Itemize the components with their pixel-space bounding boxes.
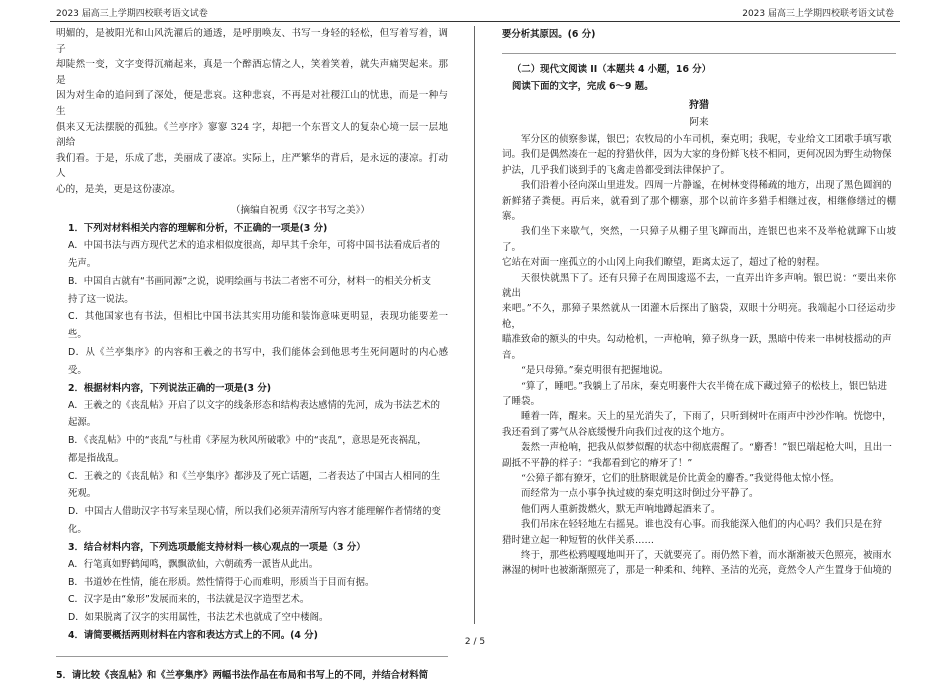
header-rule	[50, 21, 900, 22]
story-author: 阿来	[689, 117, 709, 128]
question-stem: 3．结合材料内容，下列选项最能支持材料一核心观点的一项是（3 分）	[68, 541, 366, 553]
passage-line: 俱来又无法摆脱的孤独。《兰亭序》寥寥 324 字，却把一个东晋文人的复杂心境一层一层地剖给	[56, 121, 448, 149]
option-d: D．如果脱离了汉字的实用属性，书法艺术也就成了空中楼阁。	[68, 612, 329, 624]
story-line: 我们吊床在轻轻地左右摇晃。谁也没有心事。而我能深入他们的内心吗？我们只是在狩	[521, 519, 883, 531]
story-line: 来吧。”不久，那獐子果然就从一团灌木后探出了脑袋，双眼十分明亮。我端起小口径运动步枪，	[502, 303, 896, 330]
question-2	[56, 380, 448, 539]
reading-instruction: 阅读下面的文字，完成 6～9 题。	[512, 81, 654, 92]
passage-line: 明媚的，是被阳光和山风洗濯后的通透，是呼朋唤友、书写一身轻的轻松，但写着写着，调子	[56, 28, 448, 55]
passage-line: 因为对生命的追问到了深处，便是悲哀。这种悲哀，不再是对社稷江山的忧患，而是一种与生	[56, 90, 448, 117]
option-d: D．中国古人借助汉字书写来呈现心情，所以我们必须弄清所写内容才能理解作者情绪的变	[68, 506, 441, 518]
option-a: A．行笔真如野鹤闻鸣，飘飘欲仙，六朝疏秀一派皆从此出。	[68, 558, 319, 570]
answer-area-divider	[502, 53, 896, 54]
option-c: C．王羲之的《丧乱帖》和《兰亭集序》都涉及了死亡话题，二者表达了中国古人相同的生	[68, 470, 441, 482]
question-5-continued: 要分析其原因。(6 分)	[502, 29, 596, 40]
story-line: 轰然一声枪响，把我从似梦似醒的状态中彻底震醒了。“麝香！”银巴端起枪大叫，且出一	[521, 442, 892, 454]
section-heading: （二）现代文阅读 II（本题共 4 小题，16 分）	[512, 64, 711, 75]
option-b-cont: 都是指战乱。	[68, 452, 125, 464]
header-left-title: 2023 届高三上学期四校联考语文试卷	[56, 9, 208, 19]
passage-paragraph	[56, 26, 448, 198]
option-d: D．从《兰亭集序》的内容和王羲之的书写中，我们能体会到他思考生死问题时的内心感受。	[68, 346, 448, 376]
story-line: 瞄准致命的额头的中央。勾动枪机，一声枪响，獐子纵身一跃，黑暗中传来一串树枝摇动的声	[502, 334, 892, 346]
story-line: “是只母獐。”秦克明很有把握地说。	[521, 365, 669, 377]
question-stem: 1．下列对材料相关内容的理解和分析，不正确的一项是(3 分)	[68, 223, 328, 235]
story-line: 睡着一阵，醒来。天上的星光消失了，下雨了，只听到树叶在雨声中沙沙作响。恍惚中，	[521, 411, 892, 423]
story-line: 我们沿着小径向深山里进发。四周一片静谧，在树林变得稀疏的地方，出现了黑色圆润的	[521, 180, 892, 192]
story-line: 而经常为一点小事争执过疲的秦克明这时倒过分平静了。	[521, 488, 759, 500]
passage-line: 我们看。于是，乐成了悲，美丽成了凄凉。实际上，庄严繁华的背后，是永远的凄凉。打动人	[56, 152, 448, 180]
story-line: 音。	[502, 349, 522, 361]
passage-line: 却陡然一变，文字变得沉痛起来，真是一个醉酒忘情之人，笑着笑着，就失声痛哭起来。那是	[56, 59, 448, 86]
option-b: B．《丧乱帖》中的“丧乱”与杜甫《茅屋为秋风所破歌》中的“丧乱”，意思是死丧祸乱，	[68, 435, 427, 447]
story-line: 他们两人重新拨燃火，默无声响地蹲起酒来了。	[521, 503, 721, 515]
question-4: 4．请简要概括两则材料在内容和表达方式上的不同。(4 分)	[68, 630, 318, 642]
page-number: 2 / 5	[464, 637, 486, 647]
story-line: 它站在对面一座孤立的小山冈上向我们瞭望，距离太远了，超过了枪的射程。	[502, 257, 826, 269]
left-column	[56, 26, 448, 684]
question-stem: 2．根据材料内容，下列说法正确的一项是(3 分)	[68, 382, 272, 394]
story-line: 淋湿的树叶也被渐渐照亮了，那是一种柔和、纯粹、圣洁的光亮，竟然令人产生置身于仙境的	[502, 565, 892, 577]
story-line: 天很快就黑下了。还有只獐子在周围逡巡不去，一直弄出许多声响。银巴说：“要出来你就出	[502, 272, 896, 300]
option-c: C．汉字是由“象形”发展而来的，书法就是汉字造型艺术。	[68, 594, 310, 606]
story-line: 护法，几乎我们谈到手的飞禽走兽都受到法律保护了。	[502, 164, 731, 176]
option-a: A．王羲之的《丧乱帖》开启了以文字的线条形态和结构表达感情的先河，成为书法艺术的	[68, 399, 441, 411]
story-line: 副抵不平静的样子：“我都看到它的瘠牙了！”	[502, 457, 693, 469]
story-title: 狩猎	[689, 100, 709, 111]
story-line: “算了，睡吧。”我躺上了吊床，秦克明裹件大衣半倚在成下藏过獐子的松枝上，银巴钻进	[521, 380, 887, 392]
question-1	[56, 220, 448, 379]
option-b-cont: 持了这一说法。	[68, 293, 134, 305]
story-line: 终于，那些松鸦嘎嘎地叫开了，天就要亮了。雨仍然下着，而水渐渐被天色照亮，被雨水	[521, 549, 892, 561]
answer-area-divider	[56, 656, 448, 657]
story-line: 军分区的侦察参谋，银巴；农牧局的小车司机，秦克明；我呢，专业给文工团歌手填写歌	[521, 134, 892, 145]
right-column	[502, 26, 896, 579]
option-a-cont: 先声。	[68, 257, 97, 269]
option-a-cont: 起源。	[68, 417, 97, 429]
story-line: 猎时建立起一种短暂的伙伴关系……	[502, 534, 655, 546]
column-separator	[474, 26, 475, 624]
passage-source: （摘编自祝勇《汉字书写之美》）	[230, 204, 370, 216]
question-3	[56, 539, 448, 627]
passage-line: 心的，是美，更是这份凄凉。	[56, 183, 181, 195]
option-a: A．中国书法与西方现代艺术的追求相似度很高，却早其千余年，可将中国书法看成后者的	[68, 240, 441, 252]
option-b: B．中国自古就有“书画同源”之说，说明绘画与书法二者密不可分，材料一的相关分析支	[68, 275, 432, 287]
header-right-title: 2023 届高三上学期四校联考语文试卷	[742, 9, 894, 19]
question-5: 5．请比较《丧乱帖》和《兰亭集序》两幅书法作品在布局和书写上的不同，并结合材料简	[56, 670, 429, 682]
option-b: B．书道妙在性情，能在形质。然性情得于心而难明，形质当于目而有据。	[68, 576, 375, 588]
story-line: 新鲜猪子粪便。再后来，就看到了那个棚寨，那个以前许多猎手相继过夜，相继修缮过的棚寨。	[502, 195, 896, 223]
story-line: 我们坐下来歇气，突然，一只獐子从棚子里飞蹿而出，连银巴也来不及举枪就蹿下山坡了。	[502, 226, 896, 253]
story-body	[502, 132, 896, 579]
story-line: 词。我们是偶然凑在一起的狩猎伙伴，因为大家的身份鲜飞枝不相同，更何况因为野生动物保	[502, 149, 892, 161]
story-line: 我还看到了雾气从谷底缓慢升向我们过夜的这个地方。	[502, 426, 731, 438]
option-c-cont: 死观。	[68, 488, 97, 500]
story-line: “公獐子都有獠牙，它们的肚脐眼就是价比黄金的麝香。”我觉得他太惊小怪。	[521, 472, 840, 484]
option-d-cont: 化。	[68, 524, 87, 536]
story-line: 了睡袋。	[502, 395, 541, 407]
option-c: C．其他国家也有书法，但相比中国书法其实用功能和装饰意味更明显，表现功能要差一些。	[68, 311, 448, 341]
